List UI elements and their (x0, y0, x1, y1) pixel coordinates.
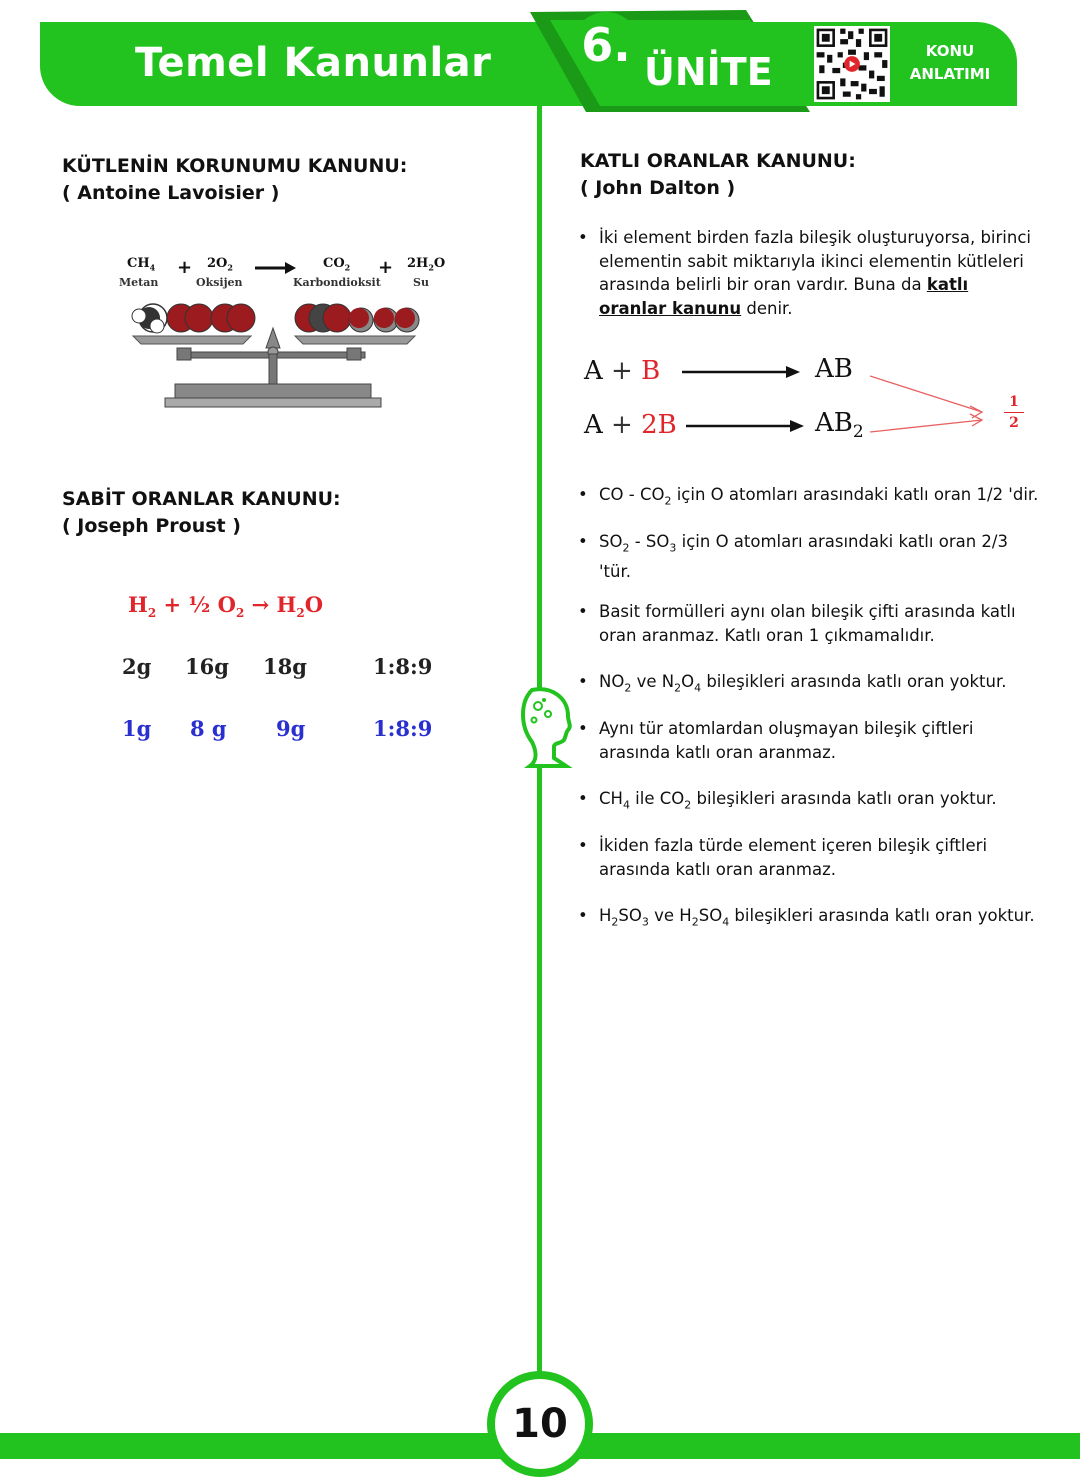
o2-label: $2O_2$ (207, 256, 233, 273)
mass-row-2-oxygen: 8 g (190, 716, 227, 741)
unit-number-badge: 6. (572, 12, 640, 80)
diagram-product-1: AB (815, 354, 853, 384)
row2-arrow-icon (684, 418, 806, 434)
law1-title: KÜTLENİN KORUNUMU KANUNU: (62, 155, 408, 177)
bullet-ikiden-fazla: • İkiden fazla türde element içeren bileşik çiftleri arasında katlı oran aranmaz. (578, 834, 999, 881)
mass-row-1-hydrogen: 2g (122, 654, 152, 679)
bullet-so2-so3: • $SO_2 - SO_3$ için O atomları arasındaki katlı oran 2/3 'tür. (578, 530, 1024, 583)
mass-row-2-water: 9g (276, 716, 306, 741)
law3-scientist: ( John Dalton ) (580, 177, 736, 199)
page-number: 10 (495, 1379, 585, 1469)
ratio-fraction (1004, 394, 1024, 431)
metan-label: Metan (119, 276, 159, 289)
mass-row-2-ratio: 1:8:9 (373, 716, 433, 741)
mass-row-1-water: 18g (263, 654, 307, 679)
law2-scientist: ( Joseph Proust ) (62, 515, 241, 537)
multiple-proportions-diagram (580, 350, 1040, 450)
su-label: Su (413, 276, 429, 289)
plus-sign-1: + (177, 257, 193, 278)
diagram-product-2: $AB_2$ (815, 408, 864, 443)
bullet-ayni-tur: • Aynı tür atomlardan oluşmayan bileşik çiftleri arasında katlı oran aranmaz. (578, 717, 999, 764)
fraction-bar (1004, 412, 1024, 413)
bullet-no2-n2o4: • $NO_2$ ve $N_2O_4$ bileşikleri arasında katlı oran yoktur. (578, 670, 1064, 700)
diagram-row-2: A + 2B (584, 410, 677, 440)
bullet-ch4-co2: • $CH_4$ ile $CO_2$ bileşikleri arasında katlı oran yoktur. (578, 787, 1064, 817)
water-equation: $H_2$ + ½ $O_2 \to H_2O$ (128, 592, 324, 621)
mass-row-1-ratio: 1:8:9 (373, 654, 433, 679)
intro-bullet: • İki element birden fazla bileşik oluşturuyorsa, birinci elementin sabit miktarıyla ikinci elementin kütleleri arasında belirli bir oran vardır. Buna da katlı oranlar kanunu denir. (578, 226, 1039, 320)
karbondioksit-label: Karbondioksit (293, 276, 381, 289)
balance-scale-icon (115, 290, 455, 415)
oksijen-label: Oksijen (196, 276, 243, 289)
konu-anlatimi-label (900, 40, 1000, 86)
qr-code-icon[interactable] (814, 26, 890, 102)
mass-row-1-oxygen: 16g (185, 654, 229, 679)
unit-label: ÜNİTE (644, 50, 773, 94)
intro-bold-term: katlı oranlar kanunu (599, 275, 969, 318)
row1-arrow-icon (680, 364, 802, 380)
bullet-basit-formul: • Basit formülleri aynı olan bileşik çifti arasında katlı oran aranmaz. Katlı oran 1 çıkmamalıdır. (578, 600, 1024, 647)
ratio-denominator: 2 (1009, 415, 1019, 431)
plus-sign-2: + (378, 257, 394, 278)
page-title: Temel Kanunlar (135, 40, 492, 86)
law2-title: SABİT ORANLAR KANUNU: (62, 488, 341, 510)
mass-conservation-scale (115, 252, 455, 422)
reaction-arrow-icon (255, 261, 297, 275)
ch4-label: $CH_4$ (127, 256, 156, 273)
law1-scientist: ( Antoine Lavoisier ) (62, 182, 280, 204)
mass-row-2-hydrogen: 1g (122, 716, 152, 741)
diagram-row-1: A + B (584, 356, 661, 386)
konu-line1: KONU (925, 42, 975, 60)
h2o-label: $2H_2O$ (407, 256, 446, 273)
head-logo-icon (508, 684, 574, 774)
law3-title: KATLI ORANLAR KANUNU: (580, 150, 856, 172)
ratio-pointer-lines (870, 370, 990, 440)
bullet-h2so3-h2so4: • $H_2SO_3$ ve $H_2SO_4$ bileşikleri arasında katlı oran yoktur. (578, 904, 1064, 934)
co2-label: $CO_2$ (323, 256, 351, 273)
bullet-co-co2: • CO - $CO_2$ için O atomları arasındaki katlı oran 1/2 'dir. (578, 483, 1064, 513)
ratio-numerator: 1 (1009, 394, 1019, 410)
konu-line2: ANLATIMI (909, 65, 991, 83)
